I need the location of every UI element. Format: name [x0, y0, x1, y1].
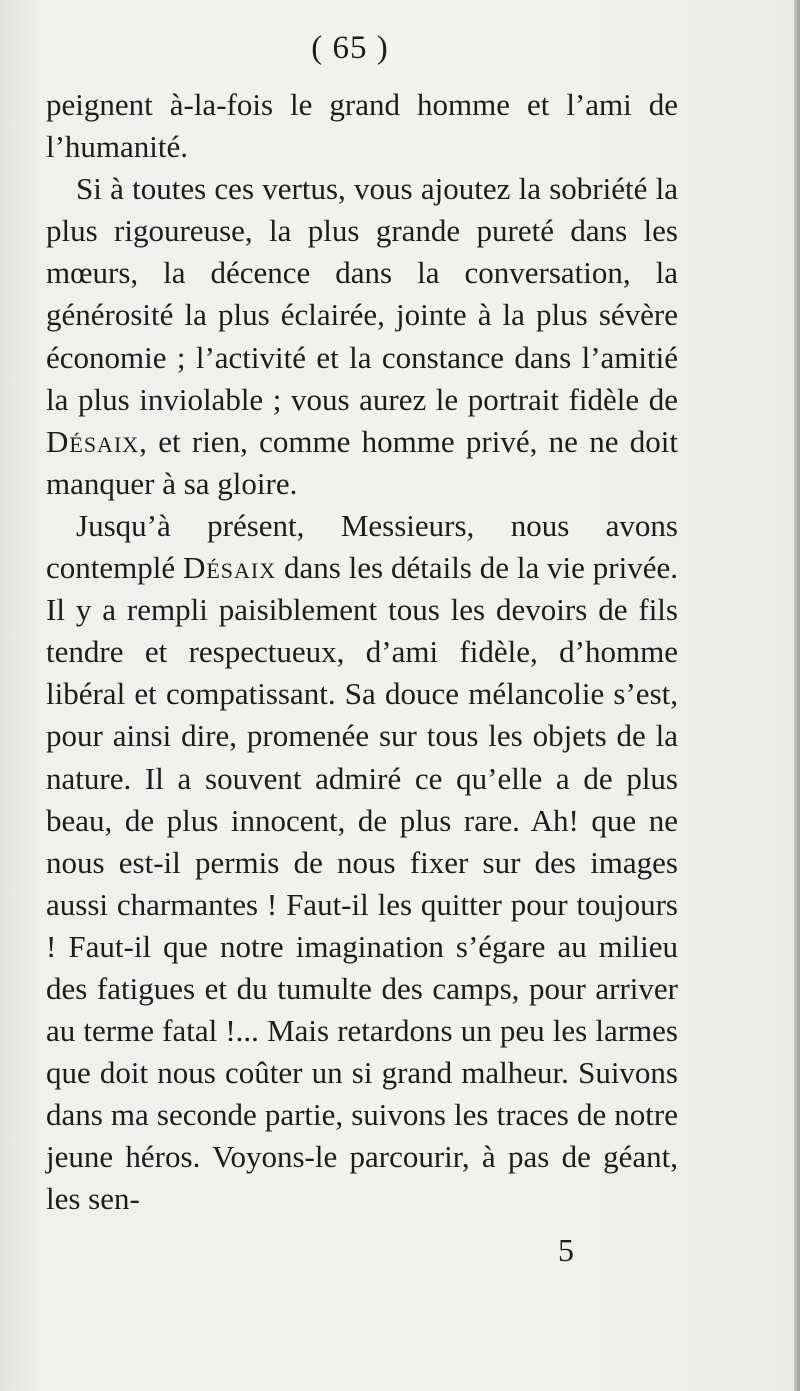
paragraph: [46, 168, 678, 505]
body-text: [46, 84, 678, 1221]
text-run: Si à toutes ces vertus, vous ajoutez la sobriété la plus rigoureuse, la plus grande pureté dans les mœurs, la décence dans la conversation, la générosité la plus éclairée, jointe à la plus sévère économie ; l’activité et la constance dans l’amitié la plus inviolable ; vous aurez le portrait fidèle de: [46, 171, 678, 417]
text-run: , et rien, comme homme privé, ne ne doit manquer à sa gloire.: [46, 423, 678, 501]
page-number: ( 65 ): [311, 30, 389, 66]
signature-mark: 5: [558, 1232, 574, 1268]
name-small-caps: Désaix: [182, 550, 277, 586]
paragraph: [46, 505, 678, 1221]
page-edge-shadow: [794, 0, 800, 1391]
text-run: dans les détails de la vie privée. Il y a rempli paisiblement tous les devoirs de fils tendre et respectueux, d’ami fidèle, d’homme libéral et compatissant. Sa douce mélancolie s’est, pour ainsi dire, promenée sur tous les objets de la nature. Il a souvent admiré ce qu’elle a de plus beau, de plus innocent, de plus rare. Ah! que ne nous est-il permis de nous fixer sur des images aussi charmantes ! Faut-il les quitter pour toujours ! Faut-il que notre imagination s’égare au milieu des fatigues et du tumulte des camps, pour arriver au terme fatal !... Mais retardons un peu les larmes que doit nous coûter un si grand malheur. Suivons dans ma seconde partie, suivons les traces de notre jeune héros. Voyons-le parcourir, à pas de géant, les sen-: [46, 550, 678, 1217]
text-run: peignent à-la-fois le grand homme et l’ami de l’humanité.: [46, 87, 678, 165]
text-run: Jusqu’à présent, Messieurs, nous avons contemplé: [46, 507, 678, 586]
name-small-caps: Désaix: [46, 423, 140, 459]
paragraph: [46, 84, 678, 168]
